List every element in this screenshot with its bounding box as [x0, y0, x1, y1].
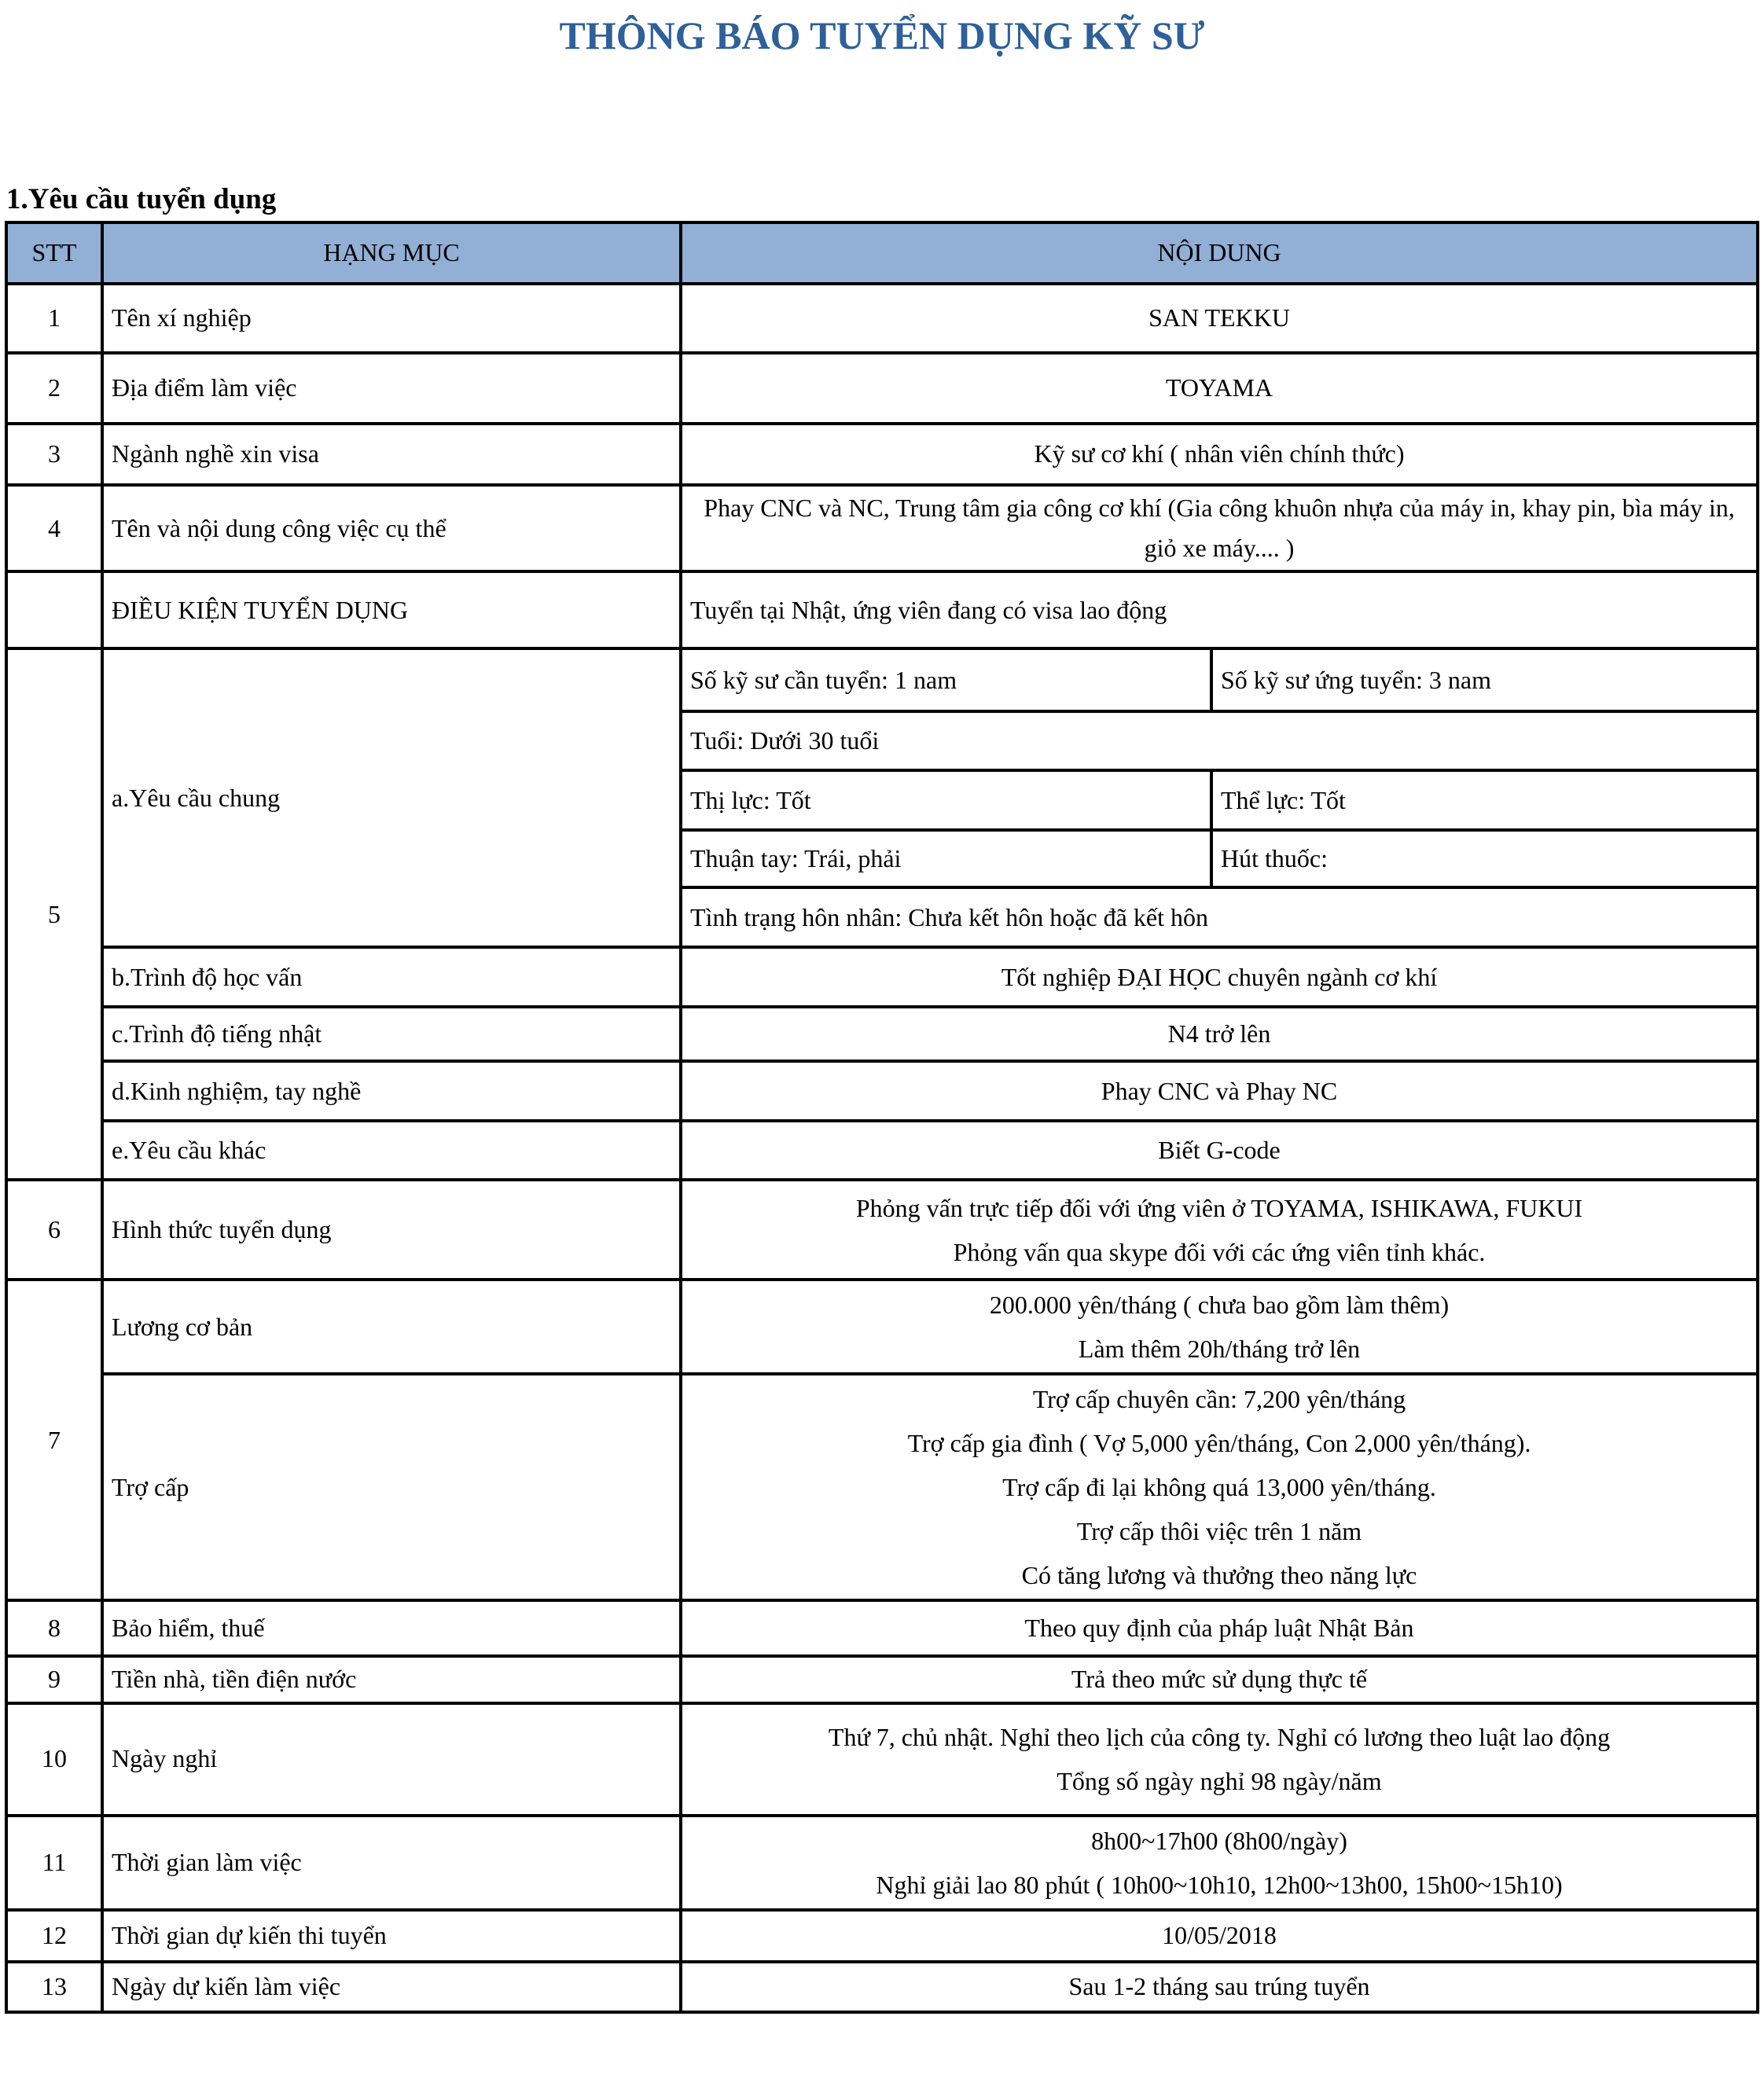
cell-content-working-hours: [681, 1816, 1758, 1910]
table-row: [6, 1007, 1758, 1061]
cell-stt-8: 8: [6, 1600, 102, 1656]
allowance-line-5: Có tăng lương và thưởng theo năng lực: [1021, 1561, 1417, 1590]
cell-category-housing-utilities: Tiền nhà, tiền điện nước: [102, 1656, 681, 1702]
recruitment-table: [5, 221, 1759, 2014]
cell-content-days-off: [681, 1703, 1758, 1816]
table-row: [6, 1656, 1758, 1702]
cell-stt-10: 10: [6, 1703, 102, 1816]
table-row: [6, 1962, 1758, 2012]
cell-content-visa-occupation: Kỹ sư cơ khí ( nhân viên chính thức): [681, 424, 1758, 485]
table-row: [6, 485, 1758, 571]
table-row: [6, 1374, 1758, 1600]
table-row: [6, 1280, 1758, 1374]
cell-category-experience: d.Kinh nghiệm, tay nghề: [102, 1061, 681, 1121]
cell-category-company-name: Tên xí nghiệp: [102, 284, 681, 353]
cell-category-general-requirements: a.Yêu cầu chung: [102, 648, 681, 947]
cell-stt-11: 11: [6, 1816, 102, 1910]
allowance-line-1: Trợ cấp chuyên cần: 7,200 yên/tháng: [1032, 1385, 1406, 1414]
interview-line-2: Phỏng vấn qua skype đối với các ứng viên tỉnh khác.: [953, 1237, 1486, 1266]
cell-engineers-needed: Số kỹ sư cần tuyển: 1 nam: [681, 648, 1211, 711]
cell-category-job-description: Tên và nội dung công việc cụ thể: [102, 485, 681, 571]
cell-category-days-off: Ngày nghỉ: [102, 1703, 681, 1816]
cell-stt-3: 3: [6, 424, 102, 485]
cell-stt-13: 13: [6, 1962, 102, 2012]
cell-stt-6: 6: [6, 1180, 102, 1280]
cell-category-expected-start-date: Ngày dự kiến làm việc: [102, 1962, 681, 2012]
cell-stt-2: 2: [6, 353, 102, 424]
cell-age-requirement: Tuổi: Dưới 30 tuổi: [681, 711, 1758, 770]
table-row: [6, 1600, 1758, 1656]
table-row: [6, 1061, 1758, 1121]
cell-category-insurance-tax: Bảo hiểm, thuế: [102, 1600, 681, 1656]
cell-dominant-hand: Thuận tay: Trái, phải: [681, 830, 1211, 887]
cell-smoking: Hút thuốc:: [1211, 830, 1758, 887]
cell-category-work-location: Địa điểm làm việc: [102, 353, 681, 424]
cell-content-allowance: [681, 1374, 1758, 1600]
cell-category-working-hours: Thời gian làm việc: [102, 1816, 681, 1910]
cell-category-allowance: Trợ cấp: [102, 1374, 681, 1600]
cell-marital-status: Tình trạng hôn nhân: Chưa kết hôn hoặc đã kết hôn: [681, 887, 1758, 947]
salary-line-1: 200.000 yên/tháng ( chưa bao gồm làm thêm): [989, 1291, 1450, 1320]
cell-content-japanese-level: N4 trở lên: [681, 1007, 1758, 1061]
header-stt: STT: [6, 222, 102, 284]
section-heading: 1.Yêu cầu tuyển dụng: [6, 183, 277, 215]
cell-content-other-requirements: Biết G-code: [681, 1121, 1758, 1180]
cell-content-experience: Phay CNC và Phay NC: [681, 1061, 1758, 1121]
working-hours-line-1: 8h00~17h00 (8h00/ngày): [1091, 1826, 1347, 1855]
cell-stt-4: 4: [6, 485, 102, 571]
working-hours-line-2: Nghỉ giải lao 80 phút ( 10h00~10h10, 12h00~13h00, 15h00~15h10): [876, 1870, 1563, 1899]
table-row: [6, 1816, 1758, 1910]
cell-stt-conditions: [6, 571, 102, 648]
days-off-line-2: Tổng số ngày nghỉ 98 ngày/năm: [1057, 1767, 1382, 1796]
cell-category-recruitment-conditions: ĐIỀU KIỆN TUYỂN DỤNG: [102, 571, 681, 648]
cell-category-base-salary: Lương cơ bản: [102, 1280, 681, 1374]
cell-category-education: b.Trình độ học vấn: [102, 947, 681, 1007]
table-header-row: [6, 222, 1758, 284]
cell-content-housing-utilities: Trả theo mức sử dụng thực tế: [681, 1656, 1758, 1702]
cell-content-work-location: TOYAMA: [681, 353, 1758, 424]
cell-content-expected-exam-date: 10/05/2018: [681, 1910, 1758, 1962]
table-row: [6, 1180, 1758, 1280]
document-title: THÔNG BÁO TUYỂN DỤNG KỸ SƯ: [559, 13, 1205, 57]
interview-line-1: Phỏng vấn trực tiếp đối với ứng viên ở TOYAMA, ISHIKAWA, FUKUI: [855, 1193, 1583, 1222]
table-row: [6, 353, 1758, 424]
cell-content-base-salary: [681, 1280, 1758, 1374]
header-category: HẠNG MỤC: [102, 222, 681, 284]
table-row: [6, 284, 1758, 353]
cell-stt-5: 5: [6, 648, 102, 1180]
cell-content-recruitment-conditions: Tuyển tại Nhật, ứng viên đang có visa lao động: [681, 571, 1758, 648]
cell-category-other-requirements: e.Yêu cầu khác: [102, 1121, 681, 1180]
cell-stt-1: 1: [6, 284, 102, 353]
cell-stt-12: 12: [6, 1910, 102, 1962]
allowance-line-4: Trợ cấp thôi việc trên 1 năm: [1076, 1517, 1362, 1546]
cell-content-expected-start-date: Sau 1-2 tháng sau trúng tuyển: [681, 1962, 1758, 2012]
cell-content-job-description: Phay CNC và NC, Trung tâm gia công cơ khí (Gia công khuôn nhựa của máy in, khay pin, bìa máy in, giỏ xe máy.... ): [681, 485, 1758, 571]
header-content: NỘI DUNG: [681, 222, 1758, 284]
cell-content-interview-format: [681, 1180, 1758, 1280]
cell-vision: Thị lực: Tốt: [681, 770, 1211, 830]
table-row: [6, 648, 1758, 711]
salary-line-2: Làm thêm 20h/tháng trở lên: [1078, 1335, 1361, 1364]
cell-engineers-applying: Số kỹ sư ứng tuyển: 3 nam: [1211, 648, 1758, 711]
table-row: [6, 947, 1758, 1007]
table-row: [6, 1703, 1758, 1816]
cell-category-visa-occupation: Ngành nghề xin visa: [102, 424, 681, 485]
cell-content-education: Tốt nghiệp ĐẠI HỌC chuyên ngành cơ khí: [681, 947, 1758, 1007]
cell-content-company-name: SAN TEKKU: [681, 284, 1758, 353]
cell-stt-7: 7: [6, 1280, 102, 1600]
cell-category-interview-format: Hình thức tuyển dụng: [102, 1180, 681, 1280]
allowance-line-2: Trợ cấp gia đình ( Vợ 5,000 yên/tháng, Con 2,000 yên/tháng).: [907, 1429, 1531, 1458]
cell-stt-9: 9: [6, 1656, 102, 1702]
table-row: [6, 571, 1758, 648]
cell-category-expected-exam-date: Thời gian dự kiến thi tuyển: [102, 1910, 681, 1962]
cell-physical: Thể lực: Tốt: [1211, 770, 1758, 830]
cell-category-japanese-level: c.Trình độ tiếng nhật: [102, 1007, 681, 1061]
allowance-line-3: Trợ cấp đi lại không quá 13,000 yên/tháng.: [1002, 1473, 1436, 1502]
days-off-line-1: Thứ 7, chủ nhật. Nghỉ theo lịch của công ty. Nghỉ có lương theo luật lao động: [828, 1723, 1611, 1752]
table-row: [6, 1910, 1758, 1962]
table-row: [6, 424, 1758, 485]
cell-content-insurance-tax: Theo quy định của pháp luật Nhật Bản: [681, 1600, 1758, 1656]
table-row: [6, 1121, 1758, 1180]
